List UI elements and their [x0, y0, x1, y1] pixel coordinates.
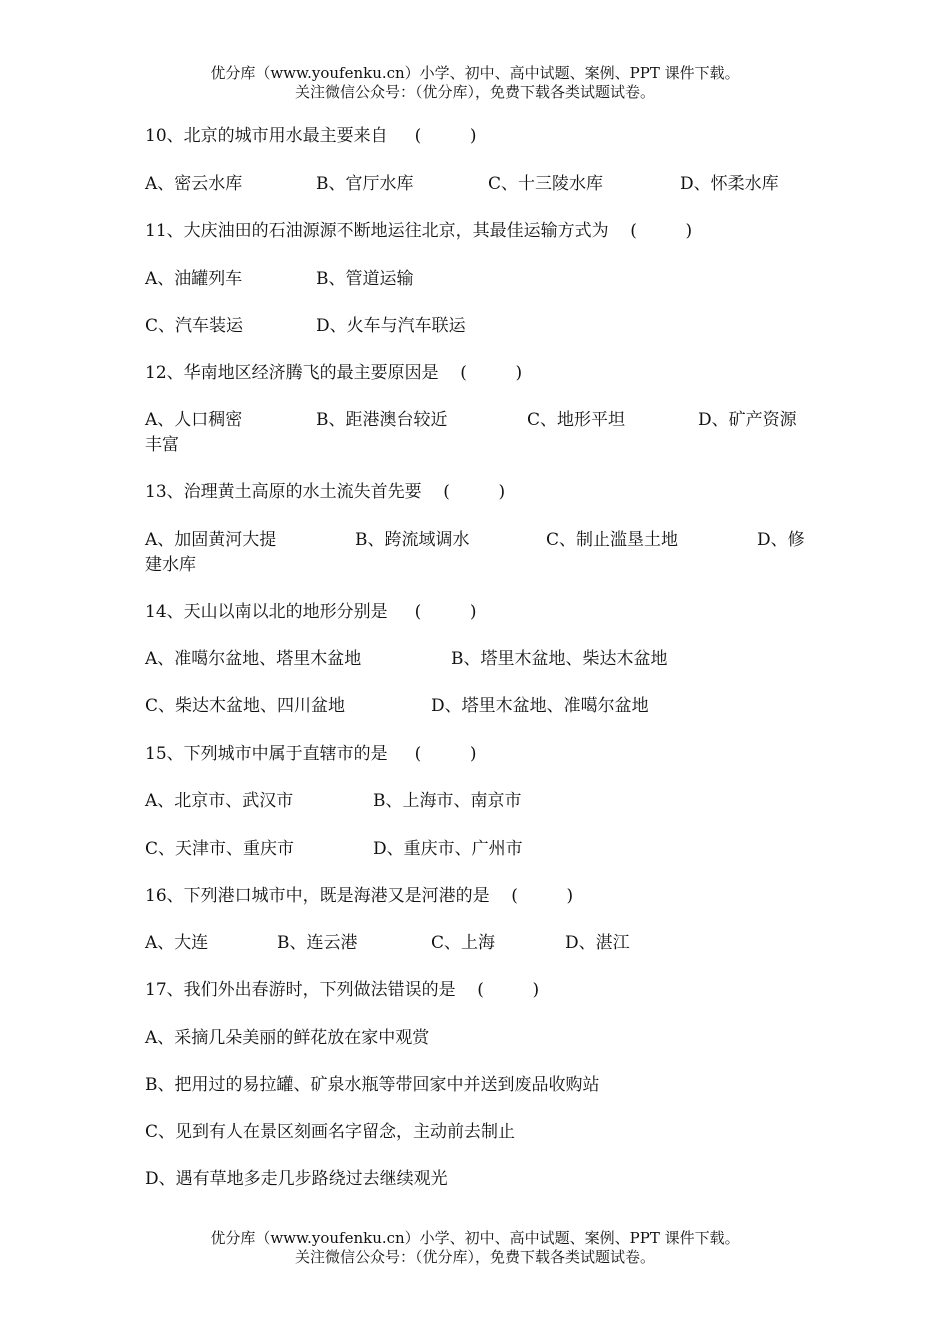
question-10-stem: 10、北京的城市用水最主要来自 ( )	[145, 126, 477, 146]
question-13-option-c: C、制止滥垦土地	[546, 530, 679, 550]
question-16-option-b: B、连云港	[277, 933, 358, 953]
question-11-option-a: A、油罐列车	[145, 269, 243, 289]
question-12-option-a: A、人口稠密	[145, 410, 243, 430]
question-11-stem: 11、大庆油田的石油源源不断地运往北京，其最佳运输方式为 ( )	[145, 221, 693, 241]
question-12-option-d-continued: 丰富	[145, 435, 179, 455]
page-header	[0, 64, 950, 102]
question-11-option-b: B、管道运输	[316, 269, 414, 289]
question-13-option-a: A、加固黄河大提	[145, 530, 277, 550]
question-17-stem: 17、我们外出春游时，下列做法错误的是 ( )	[145, 980, 540, 1000]
question-10-option-c: C、十三陵水库	[488, 174, 604, 194]
footer-line-1: 优分库（www.youfenku.cn）小学、初中、高中试题、案例、PPT 课件下载。	[210, 1229, 740, 1247]
question-16-stem: 16、下列港口城市中，既是海港又是河港的是 ( )	[145, 886, 574, 906]
question-15-option-d: D、重庆市、广州市	[373, 839, 523, 859]
question-17-option-a: A、采摘几朵美丽的鲜花放在家中观赏	[145, 1028, 430, 1048]
question-10-option-d: D、怀柔水库	[680, 174, 779, 194]
question-10-option-a: A、密云水库	[145, 174, 243, 194]
question-12-option-b: B、距港澳台较近	[316, 410, 448, 430]
question-17-option-b: B、把用过的易拉罐、矿泉水瓶等带回家中并送到废品收购站	[145, 1075, 600, 1095]
question-15-option-a: A、北京市、武汉市	[145, 791, 294, 811]
question-12-stem: 12、华南地区经济腾飞的最主要原因是 ( )	[145, 363, 523, 383]
question-15-option-b: B、上海市、南京市	[373, 791, 522, 811]
question-12-option-c: C、地形平坦	[527, 410, 626, 430]
header-line-1: 优分库（www.youfenku.cn）小学、初中、高中试题、案例、PPT 课件下载。	[210, 64, 740, 82]
question-15-option-c: C、天津市、重庆市	[145, 839, 295, 859]
question-14-stem: 14、天山以南以北的地形分别是 ( )	[145, 602, 477, 622]
question-11-option-d: D、火车与汽车联运	[316, 316, 466, 336]
question-14-option-b: B、塔里木盆地、柴达木盆地	[451, 649, 668, 669]
question-15-stem: 15、下列城市中属于直辖市的是 ( )	[145, 744, 477, 764]
question-14-option-c: C、柴达木盆地、四川盆地	[145, 696, 346, 716]
question-10-option-b: B、官厅水库	[316, 174, 414, 194]
question-14-option-d: D、塔里木盆地、准噶尔盆地	[431, 696, 649, 716]
header-line-2: 关注微信公众号：（优分库），免费下载各类试题试卷。	[294, 83, 655, 101]
page-footer	[0, 1229, 950, 1267]
question-12-option-d: D、矿产资源	[698, 410, 797, 430]
question-17-option-c: C、见到有人在景区刻画名字留念，主动前去制止	[145, 1122, 516, 1142]
question-13-option-d-continued: 建水库	[145, 555, 196, 575]
question-13-stem: 13、治理黄土高原的水土流失首先要 ( )	[145, 482, 506, 502]
footer-line-2: 关注微信公众号：（优分库），免费下载各类试题试卷。	[294, 1248, 655, 1266]
question-11-option-c: C、汽车装运	[145, 316, 244, 336]
question-14-option-a: A、准噶尔盆地、塔里木盆地	[145, 649, 362, 669]
question-13-option-b: B、跨流域调水	[355, 530, 470, 550]
question-17-option-d: D、遇有草地多走几步路绕过去继续观光	[145, 1169, 448, 1189]
question-16-option-c: C、上海	[431, 933, 496, 953]
question-13-option-d: D、修	[757, 530, 805, 550]
question-16-option-a: A、大连	[145, 933, 209, 953]
question-16-option-d: D、湛江	[565, 933, 630, 953]
